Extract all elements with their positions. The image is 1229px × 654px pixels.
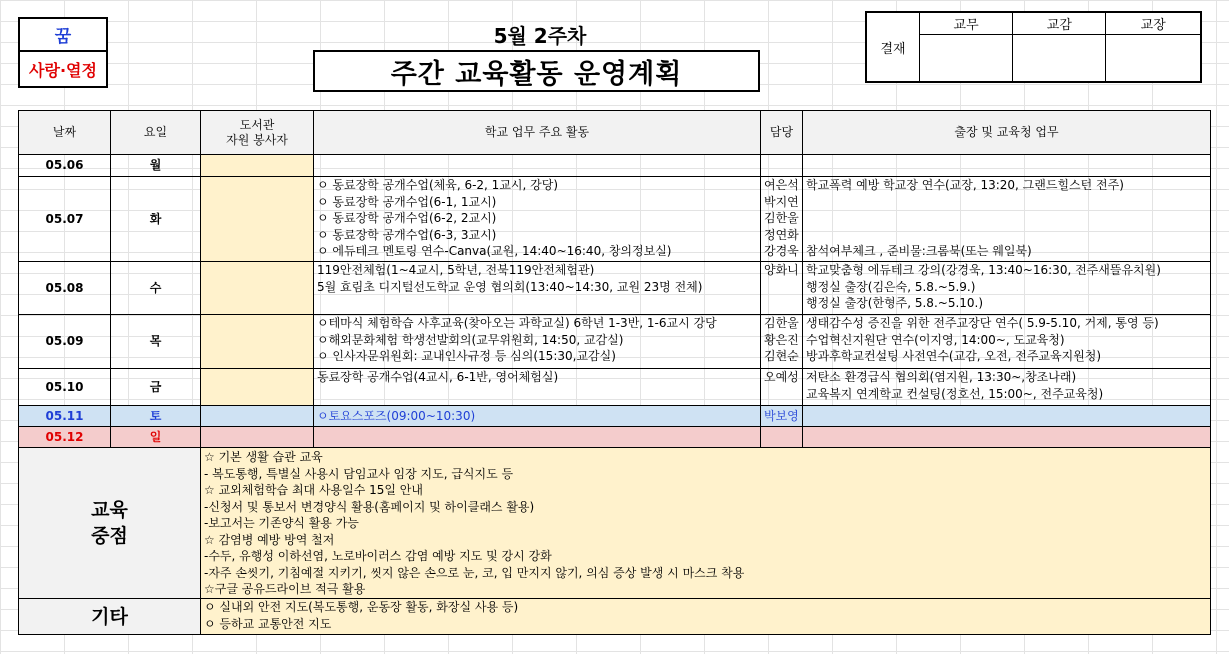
row-trips[interactable] [803, 262, 1211, 315]
row-trips[interactable] [803, 427, 1211, 448]
approval-role-2: 교감 [1013, 12, 1106, 34]
row-volunteer[interactable] [201, 262, 314, 315]
col-volunteer-line-1: 도서관 [239, 117, 275, 132]
row-manager[interactable] [761, 369, 803, 406]
row-manager[interactable] [761, 155, 803, 177]
row-day: 토 [111, 406, 201, 427]
activity-line: ㅇ 동료장학 공개수업(6-3, 3교시) [317, 227, 497, 242]
focus-line: -수두, 유행성 이하선염, 노로바이러스 감염 예방 지도 및 강시 강화 [204, 549, 552, 563]
row-trips[interactable] [803, 406, 1211, 427]
row-day: 월 [111, 155, 201, 177]
etc-label: 기타 [19, 599, 201, 635]
approval-label: 결재 [866, 12, 920, 82]
table-row [19, 262, 1211, 315]
activity-line: ㅇ 동료장학 공개수업(6-1, 1교시) [317, 194, 497, 209]
trip-line [806, 194, 1207, 211]
row-activities[interactable] [314, 262, 761, 315]
manager-line: 오예성 [764, 370, 799, 384]
manager-line: 양화니 [764, 263, 799, 277]
manager-line: 김한울 [764, 211, 799, 225]
focus-row [19, 448, 1211, 599]
manager-line: 정연화 [764, 227, 799, 242]
activity-line: ㅇ토요스포즈(09:00~10:30) [317, 408, 476, 423]
trip-line: 학교폭력 예방 학교장 연수(교장, 13:20, 그랜드힐스턴 전주) [806, 178, 1124, 192]
focus-line: ☆구글 공유드라이브 적극 활용 [204, 582, 366, 596]
approval-box [865, 11, 1202, 83]
row-activities[interactable] [314, 315, 761, 369]
activity-line: ㅇ해외문화체험 학생선발회의(교무위원회, 14:50, 교감실) [317, 332, 624, 347]
focus-line: - 복도통행, 특별실 사용시 담임교사 임장 지도, 급식지도 등 [204, 466, 514, 481]
trip-line: 행정실 출장(김은숙, 5.8.~5.9.) [806, 279, 976, 294]
activity-line: ㅇ 동료장학 공개수업(6-2, 2교시) [317, 211, 497, 225]
focus-content[interactable] [201, 448, 1211, 599]
manager-line: 박보영 [764, 408, 799, 423]
approval-sign-3[interactable] [1106, 34, 1201, 82]
etc-content[interactable] [201, 599, 1211, 635]
row-date: 05.10 [19, 369, 111, 406]
row-date: 05.06 [19, 155, 111, 177]
focus-line: -신청서 및 통보서 변경양식 활용(홈페이지 및 하이클래스 활용) [204, 499, 535, 514]
row-trips[interactable] [803, 155, 1211, 177]
activity-line: ㅇ 에듀테크 멘토링 연수-Canva(교원, 14:40~16:40, 창의정보실) [317, 244, 672, 258]
approval-sign-2[interactable] [1013, 34, 1106, 82]
trip-line: 방과후학교컨설팅 사전연수(교감, 오전, 전주교육지원청) [806, 349, 1102, 363]
row-volunteer[interactable] [201, 155, 314, 177]
week-label: 5월 2주차 [493, 24, 587, 48]
activity-line: ㅇ테마식 체험학습 사후교육(찾아오는 과학교실) 6학년 1-3반, 1-6교시 강당 [317, 316, 717, 330]
row-day: 화 [111, 177, 201, 262]
etc-row [19, 599, 1211, 635]
page-title: 주간 교육활동 운영계획 [313, 50, 760, 92]
table-row [19, 369, 1211, 406]
manager-line: 황은진 [764, 332, 799, 347]
col-volunteer [201, 111, 314, 155]
row-trips[interactable] [803, 369, 1211, 406]
row-activities[interactable] [314, 369, 761, 406]
focus-label-line-1: 교육 [91, 499, 128, 521]
activity-line: 동료장학 공개수업(4교시, 6-1반, 영어체험실) [317, 370, 559, 384]
trip-line: 행정실 출장(한형주, 5.8.~5.10.) [806, 296, 984, 310]
approval-role-1: 교무 [920, 12, 1013, 34]
row-trips[interactable] [803, 315, 1211, 369]
focus-label-line-2: 중점 [91, 525, 128, 547]
row-day: 목 [111, 315, 201, 369]
manager-line: 여은석 [764, 178, 799, 192]
row-manager[interactable] [761, 177, 803, 262]
table-row-saturday [19, 406, 1211, 427]
row-date: 05.11 [19, 406, 111, 427]
weekly-plan-table [18, 110, 1211, 635]
row-activities[interactable] [314, 427, 761, 448]
trip-line: 수업혁신지원단 연수(이지영, 14:00~, 도교육청) [806, 332, 1065, 347]
etc-line: ㅇ 등하교 교통안전 지도 [204, 616, 332, 631]
focus-label [19, 448, 201, 599]
motto-love-passion: 사랑·열정 [18, 52, 108, 88]
row-activities[interactable] [314, 406, 761, 427]
trip-line: 참석여부체크 , 준비물:크롬북(또는 웨일북) [806, 244, 1032, 258]
trip-line [806, 227, 1207, 244]
trip-line: 생태감수성 증진을 위한 전주교장단 연수( 5.9-5.10, 거제, 통영 등) [806, 316, 1159, 330]
row-volunteer[interactable] [201, 177, 314, 262]
activity-line: ㅇ 인사자문위원회: 교내인사규정 등 심의(15:30,교감실) [317, 349, 616, 363]
trip-line [806, 210, 1207, 227]
focus-line: ☆ 기본 생활 습관 교육 [204, 450, 323, 464]
row-date: 05.12 [19, 427, 111, 448]
row-manager[interactable] [761, 406, 803, 427]
manager-line: 김한울 [764, 316, 799, 330]
focus-line: ☆ 감염병 예방 방역 철저 [204, 532, 335, 547]
trip-line: 학교맞춤형 에듀테크 강의(강경욱, 13:40~16:30, 전주새뜰유치원) [806, 263, 1161, 277]
row-date: 05.08 [19, 262, 111, 315]
table-row-sunday [19, 427, 1211, 448]
row-activities[interactable] [314, 177, 761, 262]
row-volunteer[interactable] [201, 406, 314, 427]
row-volunteer[interactable] [201, 315, 314, 369]
trip-line: 저탄소 환경급식 협의회(염지원, 13:30~,창조나래) [806, 370, 1077, 384]
row-date: 05.07 [19, 177, 111, 262]
row-manager[interactable] [761, 427, 803, 448]
row-manager[interactable] [761, 315, 803, 369]
activity-line: 5월 효림초 디지털선도학교 운영 협의회(13:40~14:30, 교원 23명 전체) [317, 279, 703, 294]
row-volunteer[interactable] [201, 369, 314, 406]
col-trips: 출장 및 교육청 업무 [803, 111, 1211, 155]
table-row [19, 155, 1211, 177]
motto-dream: 꿈 [18, 17, 108, 52]
col-day: 요일 [111, 111, 201, 155]
manager-line: 김현순 [764, 349, 799, 363]
table-row [19, 315, 1211, 369]
manager-line: 강경욱 [764, 244, 799, 258]
col-activities: 학교 업무 주요 활동 [314, 111, 761, 155]
focus-line: -자주 손씻기, 기침예절 지키기, 씻지 않은 손으로 눈, 코, 입 만지지 않기, 의심 증상 발생 시 마스크 착용 [204, 565, 745, 580]
row-volunteer[interactable] [201, 427, 314, 448]
table-row [19, 177, 1211, 262]
row-trips[interactable] [803, 177, 1211, 262]
row-day: 수 [111, 262, 201, 315]
manager-line: 박지연 [764, 194, 799, 209]
row-day: 금 [111, 369, 201, 406]
activity-line: ㅇ 동료장학 공개수업(체육, 6-2, 1교시, 강당) [317, 178, 558, 192]
row-day: 일 [111, 427, 201, 448]
col-date: 날짜 [19, 111, 111, 155]
row-activities[interactable] [314, 155, 761, 177]
row-manager[interactable] [761, 262, 803, 315]
approval-role-3: 교장 [1106, 12, 1201, 34]
col-volunteer-line-2: 자원 봉사자 [226, 132, 288, 147]
col-manager: 담당 [761, 111, 803, 155]
trip-line: 교육복지 연계학교 컨설팅(정호선, 15:00~, 전주교육청) [806, 386, 1104, 401]
approval-sign-1[interactable] [920, 34, 1013, 82]
table-header-row [19, 111, 1211, 155]
focus-line: -보고서는 기존양식 활용 가능 [204, 516, 359, 530]
row-date: 05.09 [19, 315, 111, 369]
focus-line: ☆ 교외체험학습 최대 사용일수 15일 안내 [204, 483, 423, 497]
activity-line: 119안전체험(1~4교시, 5학년, 전북119안전체험관) [317, 263, 595, 277]
etc-line: ㅇ 실내외 안전 지도(복도통행, 운동장 활동, 화장실 사용 등) [204, 600, 519, 614]
